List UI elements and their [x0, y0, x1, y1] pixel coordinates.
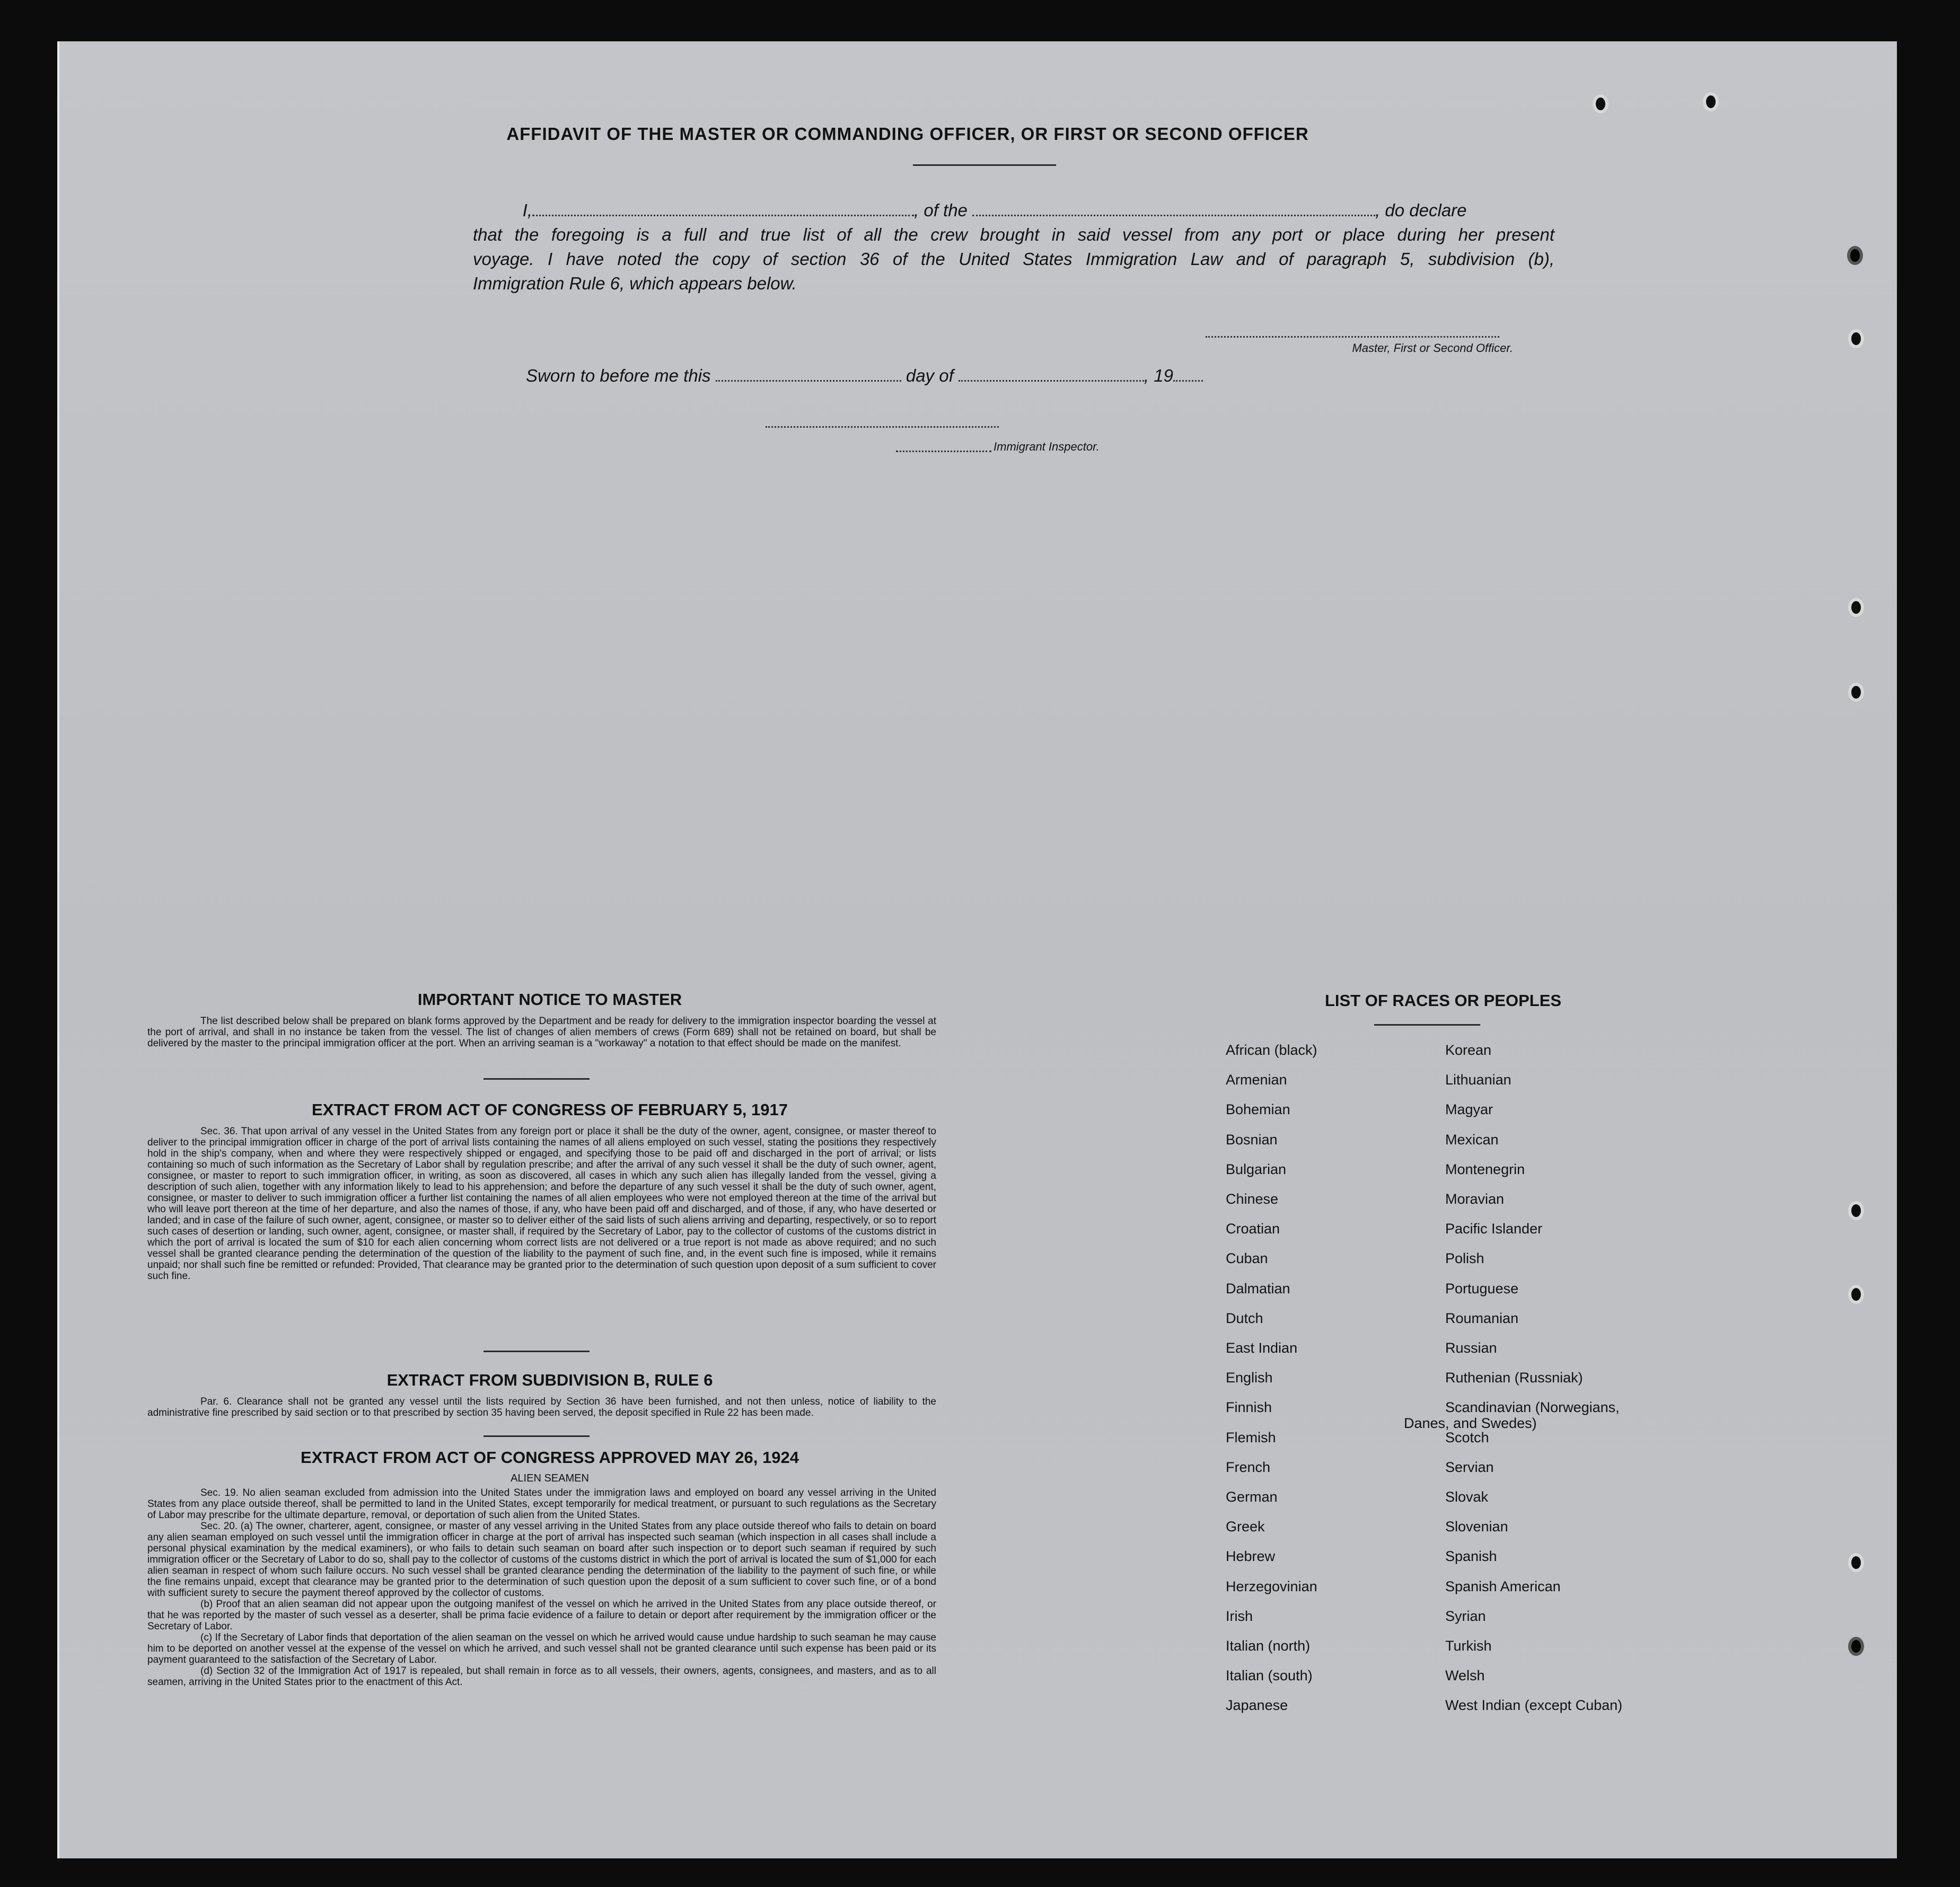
race-item: Chinese [1226, 1191, 1279, 1207]
race-item: Korean [1445, 1042, 1492, 1058]
race-item: Mexican [1445, 1131, 1499, 1148]
affidavit-line-3: voyage. I have noted the copy of section 36 of the United States Immigration Law and of paragraph 5, subdivision (b), [473, 249, 1554, 269]
race-item: Montenegrin [1445, 1161, 1525, 1177]
extract-1917-title: EXTRACT FROM ACT OF CONGRESS OF FEBRUARY 5, 1917 [312, 1100, 788, 1119]
sec19-text: Sec. 19. No alien seaman excluded from admission into the United States under the immigration laws and employed on board any vessel arriving in the United States from any place outside thereof, shall be permitted to land in the United States, except temporarily for medical treatment, or pursuant to such regulations as the Secretary of Labor may prescribe for the ultimate departure, removal, or deportation of such alien from the United States. [147, 1487, 936, 1521]
extract-1917-text: Sec. 36. That upon arrival of any vessel in the United States from any foreign port or place it shall be the duty of the owner, agent, consignee, or master thereof to deliver to the principal immigration officer in charge of the port of arrival lists containing the names of all aliens employed on such vessel, stating the positions they respectively hold in the ship's company, when and where they were respectively shipped or engaged, and specifying those to be paid off and discharged in the port of arrival; or lists containing so much of such information as the Secretary of Labor shall by regulation prescribe; and after the arrival of any such vessel it shall be the duty of such owner, agent, consignee, or master to report to such immigration officer, in writing, as soon as discovered, all cases in which any such alien has illegally landed from the vessel, giving a description of such alien, together with any information likely to lead to his apprehension; and before the departure of any such vessel it shall be the duty of such owner, agent, consignee, or master to deliver to such immigration officer a further list containing the names of all alien employees who were not employed thereon at the time of the arrival but who will leave port thereon at the time of her departure, and also the names of those, if any, who have been paid off and discharged, and of those, if any, who have deserted or landed; and in case of the failure of such owner, agent, consignee, or master so to deliver either of the said lists of such aliens arriving and departing, respectively, or so to report such cases of desertion or landing, such owner, agent, consignee, or master shall, if required by the Secretary of Labor, pay to the collector of customs of the customs district in which the port of arrival is located the sum of $10 for each alien concerning whom correct lists are not delivered or a true report is not made as above required; and no such vessel shall be granted clearance pending the determination of the question of the liability to the payment of such fine, and, in the event such fine is imposed, while it remains unpaid; nor shall such fine be remitted or refunded: Provided, That clearance may be granted prior to the determination of such question upon deposit of a sum sufficient to cover such fine. [147, 1126, 936, 1282]
day-blank[interactable] [716, 376, 901, 382]
divider [484, 1351, 590, 1352]
punch-hole [1593, 94, 1609, 113]
vessel-blank[interactable] [972, 210, 1375, 216]
race-item: Magyar [1445, 1101, 1493, 1118]
title-underline [913, 164, 1056, 166]
race-item: Ruthenian (Russniak) [1445, 1370, 1583, 1386]
divider [484, 1435, 590, 1437]
year-blank[interactable] [1173, 376, 1203, 382]
race-item: African (black) [1226, 1042, 1317, 1058]
sec20a-text: Sec. 20. (a) The owner, charterer, agent, consignee, or master of any vessel arriving in the United States from any place outside thereof who fails to detain on board any alien seaman employed on such vessel until the immigration officer in charge at the port of arrival has inspected such seaman (which inspection in all cases shall include a personal physical examination by the medical examiners), or who fails to detain such seaman on board after such inspection or to deport such seaman if required by such immigration officer or the Secretary of Labor to do so, shall pay to the collector of customs of the customs district in which the port of arrival is located the sum of $1,000 for each alien seaman in respect of whom such failure occurs. No such vessel shall be granted clearance pending the determination of the liability to the payment of such fine, or while the fine remains unpaid, except that clearance may be granted prior to the determination of such question upon the deposit of a sum sufficient to cover such fine, or of a bond with sufficient surety to secure the payment thereof approved by the collector of customs. [147, 1521, 936, 1599]
race-item: Portuguese [1445, 1280, 1519, 1297]
affidavit-title: AFFIDAVIT OF THE MASTER OR COMMANDING OFFICER, OR FIRST OR SECOND OFFICER [506, 124, 1309, 144]
race-item: Welsh [1445, 1668, 1485, 1684]
alien-seamen-subtitle: ALIEN SEAMEN [511, 1472, 589, 1484]
punch-hole [1848, 1201, 1864, 1220]
notice-title: IMPORTANT NOTICE TO MASTER [417, 990, 682, 1009]
race-item: Armenian [1226, 1072, 1287, 1088]
signature-line[interactable] [1206, 336, 1499, 338]
race-item: Scotch [1445, 1429, 1489, 1445]
race-item: Turkish [1445, 1638, 1492, 1654]
year-prefix: , 19 [1144, 366, 1173, 385]
race-item: Bohemian [1226, 1101, 1290, 1118]
race-item: Spanish American [1445, 1578, 1561, 1594]
race-item: Slovenian [1445, 1519, 1508, 1535]
extract-1924-body [147, 1487, 936, 1688]
race-item: French [1226, 1459, 1271, 1475]
affidavit-line-4: Immigration Rule 6, which appears below. [473, 274, 797, 293]
race-item: Russian [1445, 1340, 1497, 1356]
punch-hole [1848, 1637, 1864, 1656]
punch-hole [1703, 92, 1719, 111]
sec20c-text: (c) If the Secretary of Labor finds that deportation of the alien seaman on the vessel on which he arrived would cause undue hardship to such seaman he may cause him to be deported on another vessel at the expense of the vessel on which he arrived, and such vessel shall not be granted clearance until such expense has been paid or its payment guaranteed to the satisfaction of the Secretary of Labor. [147, 1632, 936, 1665]
race-item: Dalmatian [1226, 1280, 1290, 1297]
race-item: Herzegovinian [1226, 1578, 1317, 1594]
races-title: LIST OF RACES OR PEOPLES [1324, 991, 1562, 1010]
race-item: Hebrew [1226, 1548, 1276, 1565]
race-item: Servian [1445, 1459, 1494, 1475]
race-item: Syrian [1445, 1608, 1486, 1624]
rule6-text: Par. 6. Clearance shall not be granted any vessel until the lists required by Section 36 have been furnished, and not then unless, notice of liability to the administrative fine prescribed by said section or to that prescribed by section 35 having been served, the deposit specified in Rule 22 has been made. [147, 1396, 936, 1418]
race-item: German [1226, 1489, 1278, 1505]
day-of-text: day of [906, 366, 954, 385]
sworn-line [526, 364, 1533, 388]
race-item: Cuban [1226, 1250, 1268, 1267]
race-item: Irish [1226, 1608, 1253, 1624]
inspector-label: Immigrant Inspector. [994, 440, 1100, 453]
divider [1374, 1024, 1480, 1026]
race-item: Pacific Islander [1445, 1221, 1543, 1237]
punch-hole [1848, 1285, 1864, 1304]
inspector-line-short[interactable] [896, 451, 991, 452]
punch-hole [1848, 1553, 1864, 1572]
punch-hole [1847, 246, 1863, 265]
race-item: Roumanian [1445, 1310, 1519, 1326]
document-page [57, 41, 1897, 1858]
sworn-text: Sworn to before me this [526, 366, 711, 385]
race-item: Polish [1445, 1250, 1484, 1267]
affidavit-i: I, [522, 200, 532, 220]
affidavit-declare: , do declare [1375, 200, 1467, 220]
race-item: West Indian (except Cuban) [1445, 1697, 1623, 1714]
punch-hole [1848, 329, 1864, 348]
month-blank[interactable] [959, 376, 1144, 382]
signature-label: Master, First or Second Officer. [1352, 341, 1513, 355]
race-item: Dutch [1226, 1310, 1263, 1326]
race-item: Danes, and Swedes) [1404, 1415, 1537, 1432]
extract-1924-title: EXTRACT FROM ACT OF CONGRESS APPROVED MAY 26, 1924 [301, 1448, 799, 1467]
divider [484, 1078, 590, 1080]
race-item: English [1226, 1370, 1273, 1386]
race-item: Bosnian [1226, 1131, 1278, 1148]
race-item: Slovak [1445, 1489, 1489, 1505]
race-item: Croatian [1226, 1221, 1280, 1237]
race-item: Japanese [1226, 1697, 1288, 1714]
punch-hole [1848, 598, 1864, 617]
rule6-title: EXTRACT FROM SUBDIVISION B, RULE 6 [386, 1371, 713, 1389]
race-item: Spanish [1445, 1548, 1497, 1565]
race-item: Italian (north) [1226, 1638, 1311, 1654]
name-blank[interactable] [532, 210, 914, 216]
race-item: Moravian [1445, 1191, 1505, 1207]
race-item: Finnish [1226, 1399, 1272, 1416]
race-item: Greek [1226, 1519, 1265, 1535]
race-item: East Indian [1226, 1340, 1298, 1356]
race-item: Bulgarian [1226, 1161, 1287, 1177]
sec20d-text: (d) Section 32 of the Immigration Act of 1917 is repealed, but shall remain in force as to all vessels, their owners, agents, consignees, and masters, and as to all seamen, arriving in the United States prior to the enactment of this Act. [147, 1665, 936, 1688]
sec20b-text: (b) Proof that an alien seaman did not appear upon the outgoing manifest of the vessel on which he arrived in the United States from any place outside thereof, or that he was reported by the master of such vessel as a deserter, shall be prima facie evidence of a failure to detain or deport after requirement by the immigration officer or the Secretary of Labor. [147, 1599, 936, 1632]
punch-hole [1848, 683, 1864, 702]
inspector-line[interactable] [766, 426, 999, 428]
affidavit-of-the: , of the [914, 200, 968, 220]
notice-text: The list described below shall be prepared on blank forms approved by the Department and be ready for delivery to the immigration inspector boarding the vessel at the port of arrival, and shall in no instance be taken from the vessel. The list of changes of alien members of crews (Form 689) shall not be retained on board, but shall be delivered by the master to the principal immigration officer at the port. When an arriving seaman is a "workaway" a notation to that effect should be made on the manifest. [147, 1016, 936, 1049]
affidavit-line-2: that the foregoing is a full and true list of all the crew brought in said vessel from any port or place during her present [473, 225, 1554, 244]
race-item: Italian (south) [1226, 1668, 1313, 1684]
race-item: Lithuanian [1445, 1072, 1511, 1088]
race-item: Scandinavian (Norwegians, [1445, 1399, 1620, 1416]
affidavit-line-1 [511, 198, 1555, 223]
race-item: Flemish [1226, 1429, 1276, 1445]
